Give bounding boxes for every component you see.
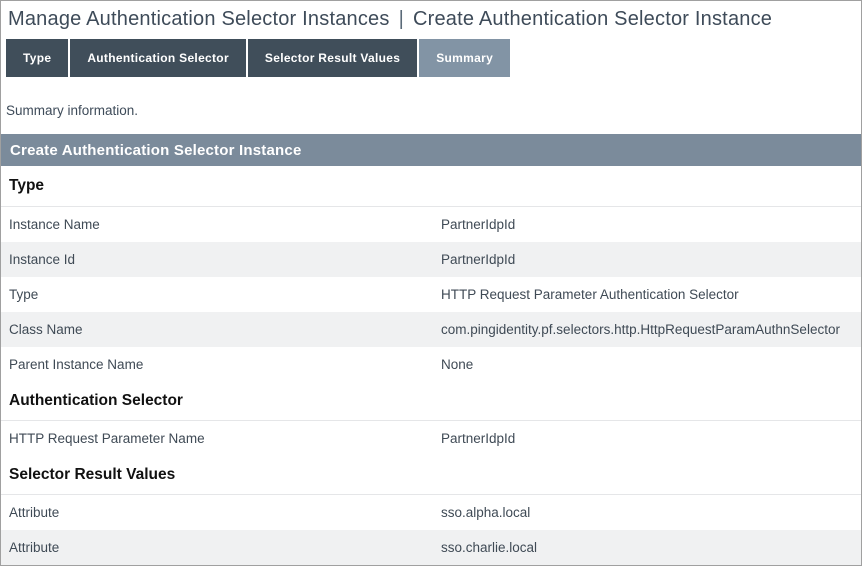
panel-header	[1, 134, 861, 166]
tab-summary[interactable]: Summary	[419, 39, 510, 77]
breadcrumb-manage-authentication-selector-instances: Manage Authentication Selector Instances	[8, 8, 390, 30]
section-title-type: Type	[1, 166, 861, 207]
row-value: HTTP Request Parameter Authentication Selector	[441, 287, 739, 302]
row-label: Attribute	[9, 505, 60, 520]
summary-description: Summary information.	[6, 103, 139, 118]
tab-type[interactable]: Type	[6, 39, 68, 77]
summary-row-attribute-alpha	[1, 495, 861, 530]
row-value: sso.charlie.local	[441, 540, 538, 555]
section-title-selector-result-values: Selector Result Values	[1, 456, 861, 495]
breadcrumb-create-authentication-selector-instance: Create Authentication Selector Instance	[412, 8, 773, 30]
row-value: sso.alpha.local	[441, 505, 531, 520]
row-label: Attribute	[9, 540, 60, 555]
breadcrumb-separator: |	[398, 8, 404, 30]
summary-row-instance-name	[1, 207, 861, 242]
summary-row-class-name	[1, 312, 861, 347]
row-value: PartnerIdpId	[441, 217, 516, 232]
breadcrumb	[1, 1, 861, 39]
summary-row-type	[1, 277, 861, 312]
tab-authentication-selector[interactable]: Authentication Selector	[70, 39, 246, 77]
row-value: PartnerIdpId	[441, 252, 516, 267]
row-label: Type	[9, 287, 39, 302]
row-label: Instance Name	[9, 217, 100, 232]
row-label: Instance Id	[9, 252, 76, 267]
row-value: PartnerIdpId	[441, 431, 516, 446]
summary-row-parent-instance-name	[1, 347, 861, 382]
summary-row-instance-id	[1, 242, 861, 277]
summary-row-attribute-charlie	[1, 530, 861, 565]
tab-selector-result-values[interactable]: Selector Result Values	[248, 39, 417, 77]
section-title-authentication-selector: Authentication Selector	[1, 382, 861, 421]
summary-row-http-request-parameter-name	[1, 421, 861, 456]
row-label: Class Name	[9, 322, 83, 337]
panel-title: Create Authentication Selector Instance	[10, 141, 302, 159]
row-label: Parent Instance Name	[9, 357, 144, 372]
row-value: None	[441, 357, 474, 372]
wizard-tabs	[1, 39, 861, 77]
row-label: HTTP Request Parameter Name	[9, 431, 205, 446]
row-value: com.pingidentity.pf.selectors.http.HttpRequestParamAuthnSelector	[441, 322, 840, 337]
